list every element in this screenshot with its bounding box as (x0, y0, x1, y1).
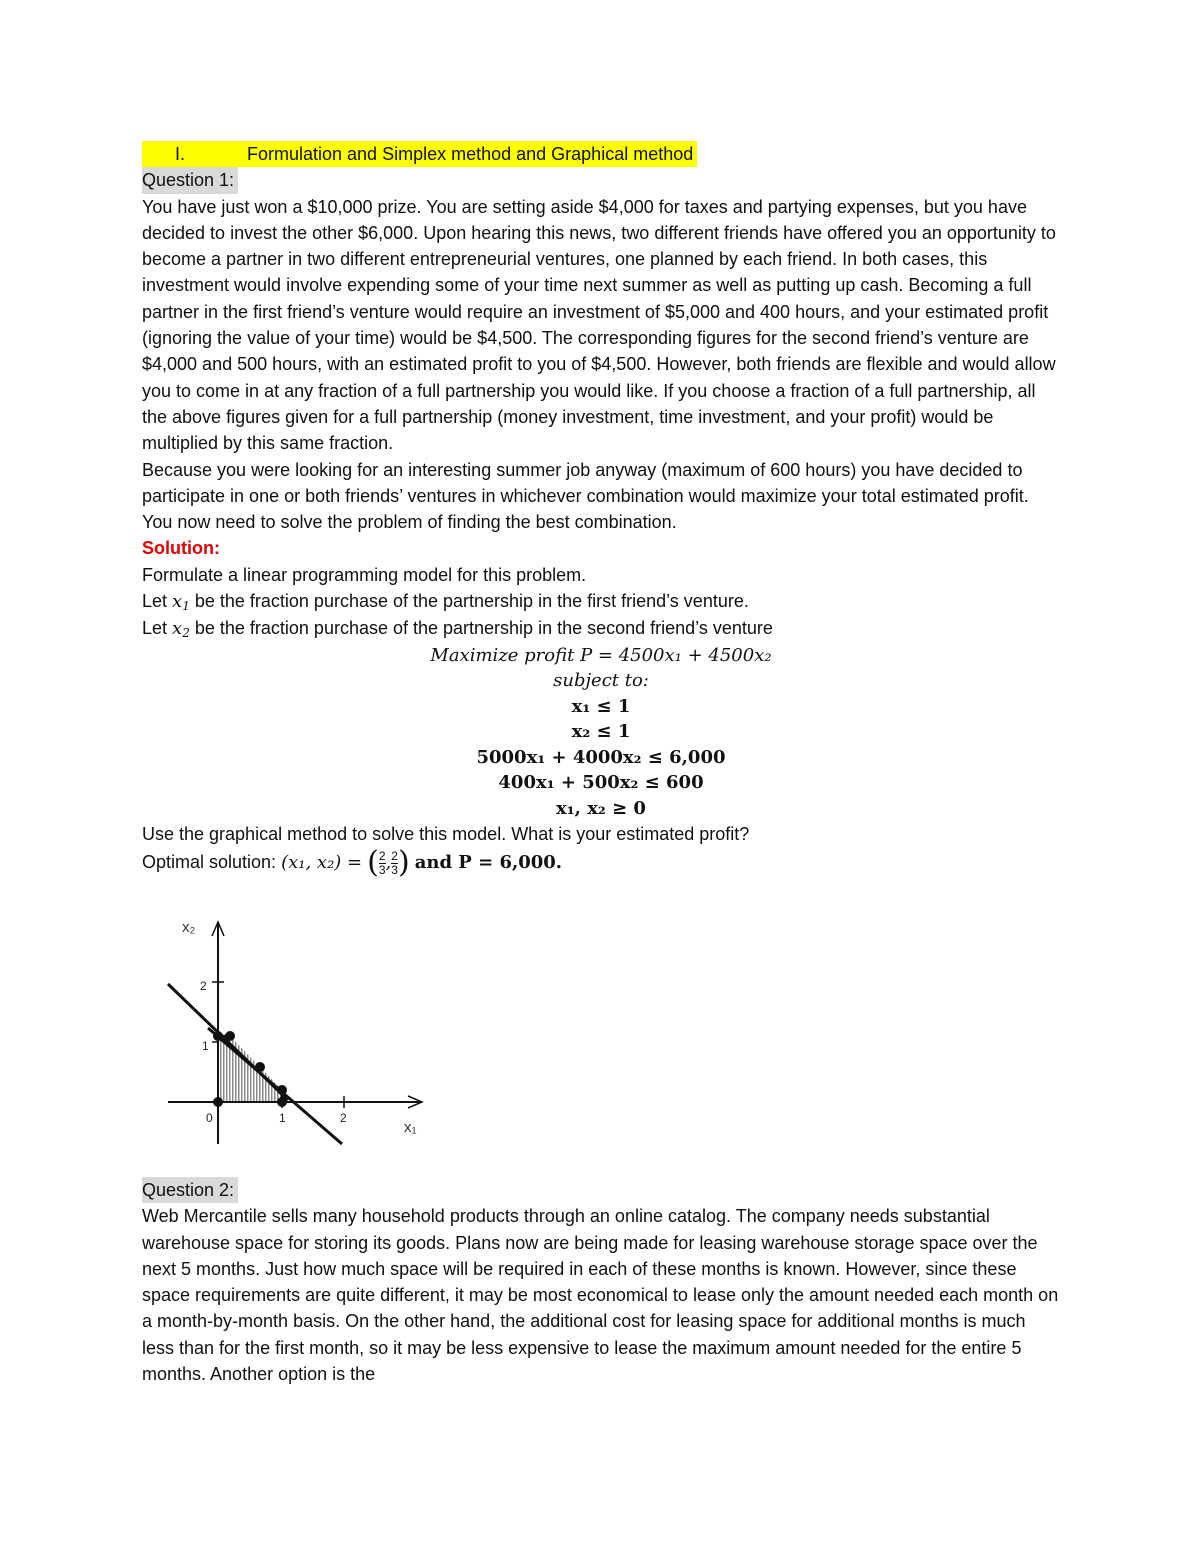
optimal-label: Optimal solution: (142, 852, 277, 873)
constraint-4: 400x₁ + 500x₂ ≤ 600 (498, 772, 704, 794)
x-tick-label-2: 2 (340, 1111, 347, 1125)
optimal-vars: (x₁, x₂) = (281, 852, 363, 874)
optimal-solution-line: Optimal solution: (x₁, x₂) = ( $\frac{2}{3}$ , $\frac{2}{3}$ ) and P = 6,000. (142, 845, 563, 881)
let-word: Let (142, 591, 168, 612)
question-1-paragraph-2: Because you were looking for an interesting summer job anyway (maximum of 600 hours) you have decided to participate in one or both friends’ ventures in whichever combination would maximize your total estimated profit. You now need to solve the problem of finding the best combination. (142, 459, 1029, 533)
var-x1: $x_1$ (172, 591, 190, 614)
section-heading (142, 141, 1060, 167)
corner-point-top (225, 1031, 235, 1041)
subject-to-label: subject to: (553, 670, 649, 692)
fraction-1: $\frac{2}{3}$ (378, 849, 386, 878)
origin-label: 0 (206, 1111, 213, 1125)
x-tick-label-1: 1 (279, 1111, 286, 1125)
var-x2: $x_2$ (172, 618, 190, 641)
feasible-region-graph (160, 912, 440, 1152)
lp-model (142, 643, 1060, 822)
question-1-label: Question 1: (142, 167, 238, 193)
constraint-5: x₁, x₂ ≥ 0 (556, 797, 646, 819)
let-x2-line (142, 615, 1060, 642)
graph-svg (160, 912, 440, 1152)
optimal-profit: and P = 6,000. (414, 852, 563, 874)
let-x2-description: be the fraction purchase of the partnership in the second friend’s venture (194, 618, 773, 639)
corner-point-right (277, 1085, 287, 1095)
y-tick-label-2: 2 (200, 979, 207, 993)
document-body (142, 141, 1060, 881)
graphical-question: Use the graphical method to solve this model. What is your estimated profit? (142, 824, 750, 845)
question-2-block (142, 1177, 1060, 1387)
x-axis-label: x₁ (404, 1119, 417, 1136)
question-2-paragraph: Web Mercantile sells many household products through an online catalog. The company needs substantial warehouse space for storing its goods. Plans now are being made for leasing warehouse storage space over the next 5 months. Just how much space will be required in each of these months is known. However, since these space requirements are quite different, it may be most economical to lease only the amount needed each month on a month-by-month basis. On the other hand, the additional cost for leasing space for additional months is much less than for the first month, so it may be less expensive to lease the maximum amount needed for the entire 5 months. Another option is the (142, 1206, 1059, 1385)
formulate-text: Formulate a linear programming model for this problem. (142, 564, 587, 585)
section-number: I. (142, 141, 247, 167)
y-tick-label-1: 1 (202, 1039, 209, 1053)
let-x1-description: be the fraction purchase of the partnership in the first friend’s venture. (194, 591, 749, 612)
corner-point-1-0 (277, 1097, 287, 1107)
constraint-1: x₁ ≤ 1 (571, 695, 631, 717)
fraction-2: $\frac{2}{3}$ (391, 849, 398, 878)
let-x1-line (142, 588, 1060, 615)
objective-function: Maximize profit P = 4500x₁ + 4500x₂ (430, 644, 772, 666)
question-1-paragraph-1: You have just won a $10,000 prize. You are setting aside $4,000 for taxes and partying expenses, but you have decided to invest the other $6,000. Upon hearing this news, two different friends have offered you an opportunity to become a partner in two different entrepreneurial ventures, one planned by each friend. In both cases, this investment would involve expending some of your time next summer as well as putting up cash. Becoming a full partner in the first friend’s venture would require an investment of $5,000 and 400 hours, and your estimated profit (ignoring the value of your time) would be $4,500. The corresponding figures for the second friend’s venture are $4,000 and 500 hours, with an estimated profit to you of $4,500. However, both friends are flexible and would allow you to come in at any fraction of a full partnership you would like. If you choose a fraction of a full partnership, all the above figures given for a full partnership (money investment, time investment, and your profit) would be multiplied by this same fraction. (142, 196, 1056, 454)
y-axis-label: x₂ (182, 919, 196, 936)
corner-point-0-1 (213, 1031, 223, 1041)
corner-point-origin (213, 1097, 223, 1107)
solution-label: Solution: (142, 538, 220, 559)
constraint-3: 5000x₁ + 4000x₂ ≤ 6,000 (476, 746, 726, 768)
corner-point-optimal (255, 1062, 265, 1072)
let-word: Let (142, 618, 168, 639)
section-title: Formulation and Simplex method and Graphical method (247, 141, 697, 167)
question-2-label: Question 2: (142, 1177, 238, 1203)
constraint-2: x₂ ≤ 1 (571, 721, 631, 743)
